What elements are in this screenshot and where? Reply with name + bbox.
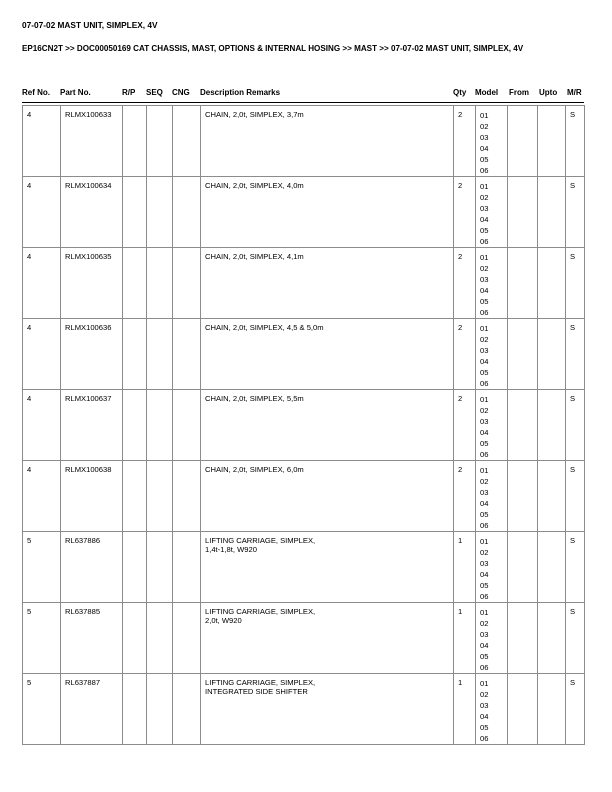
model-code: 05 [480,155,489,164]
header-from: From [509,88,529,97]
model-cell [476,461,508,532]
qty-cell: 2 [454,106,476,177]
model-code: 05 [480,652,489,661]
ref-no-cell: 5 [23,603,61,674]
model-code: 03 [480,559,489,568]
model-code: 03 [480,133,489,142]
description-line: CHAIN, 2,0t, SIMPLEX, 4,1m [205,252,304,261]
part-no-cell: RLMX100637 [61,390,123,461]
seq-cell [147,390,173,461]
model-code: 03 [480,701,489,710]
ref-no-cell: 4 [23,106,61,177]
upto-cell [538,532,566,603]
remarks-line: 2,0t, W920 [205,616,242,625]
rp-cell [123,177,147,248]
model-code: 06 [480,521,489,530]
model-cell [476,177,508,248]
seq-cell [147,319,173,390]
model-code: 02 [480,477,489,486]
ref-no-cell: 5 [23,674,61,745]
header-rp: R/P [122,88,136,97]
cng-cell [173,319,201,390]
table-row[interactable] [23,603,585,674]
model-code: 04 [480,357,489,366]
table-row[interactable] [23,248,585,319]
model-code: 02 [480,335,489,344]
mr-cell: S [566,177,585,248]
model-code: 04 [480,641,489,650]
description-line: CHAIN, 2,0t, SIMPLEX, 4,5 & 5,0m [205,323,324,332]
from-cell [508,603,538,674]
from-cell [508,461,538,532]
header-model: Model [475,88,499,97]
cng-cell [173,390,201,461]
model-cell [476,532,508,603]
remarks-line: 1,4t-1,8t, W920 [205,545,257,554]
model-code: 02 [480,264,489,273]
model-code: 02 [480,548,489,557]
model-code: 03 [480,204,489,213]
from-cell [508,319,538,390]
description-cell [201,106,454,177]
part-no-cell: RL637887 [61,674,123,745]
upto-cell [538,106,566,177]
model-cell [476,106,508,177]
ref-no-cell: 4 [23,390,61,461]
model-code: 03 [480,346,489,355]
from-cell [508,106,538,177]
from-cell [508,248,538,319]
mr-cell: S [566,461,585,532]
model-code: 01 [480,111,489,120]
cng-cell [173,248,201,319]
cng-cell [173,674,201,745]
description-cell [201,674,454,745]
description-cell [201,461,454,532]
model-cell [476,248,508,319]
rp-cell [123,532,147,603]
table-row[interactable] [23,177,585,248]
description-line: LIFTING CARRIAGE, SIMPLEX, [205,678,316,687]
description-line: LIFTING CARRIAGE, SIMPLEX, [205,607,316,616]
from-cell [508,177,538,248]
header-rule [22,102,584,103]
upto-cell [538,248,566,319]
header-description: Description Remarks [200,88,281,97]
rp-cell [123,248,147,319]
header-part-no: Part No. [60,88,91,97]
description-cell [201,532,454,603]
model-code: 05 [480,368,489,377]
upto-cell [538,674,566,745]
ref-no-cell: 5 [23,532,61,603]
rp-cell [123,603,147,674]
model-code: 06 [480,734,489,743]
model-cell [476,674,508,745]
part-no-cell: RLMX100636 [61,319,123,390]
qty-cell: 1 [454,532,476,603]
model-code: 01 [480,466,489,475]
model-code: 05 [480,297,489,306]
model-code: 06 [480,592,489,601]
model-cell [476,319,508,390]
header-cng: CNG [172,88,190,97]
model-code: 02 [480,193,489,202]
rp-cell [123,106,147,177]
header-seq: SEQ [146,88,163,97]
model-code: 02 [480,406,489,415]
model-code: 05 [480,581,489,590]
model-code: 04 [480,570,489,579]
upto-cell [538,390,566,461]
upto-cell [538,319,566,390]
qty-cell: 2 [454,390,476,461]
seq-cell [147,532,173,603]
header-ref-no: Ref No. [22,88,50,97]
qty-cell: 2 [454,319,476,390]
model-code: 01 [480,537,489,546]
model-code: 06 [480,663,489,672]
description-cell [201,603,454,674]
seq-cell [147,248,173,319]
model-code: 05 [480,510,489,519]
model-code: 04 [480,499,489,508]
part-no-cell: RL637885 [61,603,123,674]
breadcrumb: EP16CN2T >> DOC00050169 CAT CHASSIS, MAST, OPTIONS & INTERNAL HOSING >> MAST >> 07-07-02 MAST UNIT, SIMPLEX, 4V [22,44,524,53]
description-line: CHAIN, 2,0t, SIMPLEX, 4,0m [205,181,304,190]
model-code: 03 [480,417,489,426]
model-code: 06 [480,450,489,459]
model-code: 04 [480,428,489,437]
qty-cell: 2 [454,461,476,532]
model-cell [476,390,508,461]
cng-cell [173,461,201,532]
model-code: 01 [480,182,489,191]
header-mr: M/R [567,88,582,97]
table-row[interactable] [23,319,585,390]
part-no-cell: RLMX100634 [61,177,123,248]
rp-cell [123,390,147,461]
model-code: 05 [480,226,489,235]
cng-cell [173,532,201,603]
cng-cell [173,106,201,177]
parts-table [22,105,585,745]
rp-cell [123,319,147,390]
header-upto: Upto [539,88,558,97]
model-code: 04 [480,215,489,224]
model-code: 01 [480,608,489,617]
seq-cell [147,461,173,532]
part-no-cell: RL637886 [61,532,123,603]
seq-cell [147,106,173,177]
cng-cell [173,177,201,248]
rp-cell [123,461,147,532]
model-code: 02 [480,690,489,699]
model-code: 01 [480,679,489,688]
seq-cell [147,603,173,674]
table-row[interactable] [23,674,585,745]
model-code: 03 [480,275,489,284]
model-code: 01 [480,324,489,333]
model-code: 01 [480,395,489,404]
page-title: 07-07-02 MAST UNIT, SIMPLEX, 4V [22,20,158,30]
mr-cell: S [566,248,585,319]
model-code: 02 [480,122,489,131]
model-code: 04 [480,144,489,153]
cng-cell [173,603,201,674]
description-line: CHAIN, 2,0t, SIMPLEX, 5,5m [205,394,304,403]
model-code: 01 [480,253,489,262]
table-row[interactable] [23,106,585,177]
model-code: 03 [480,630,489,639]
part-no-cell: RLMX100638 [61,461,123,532]
qty-cell: 2 [454,248,476,319]
seq-cell [147,177,173,248]
table-row[interactable] [23,390,585,461]
model-code: 03 [480,488,489,497]
ref-no-cell: 4 [23,461,61,532]
model-code: 06 [480,237,489,246]
qty-cell: 1 [454,674,476,745]
description-line: CHAIN, 2,0t, SIMPLEX, 6,0m [205,465,304,474]
mr-cell: S [566,532,585,603]
from-cell [508,674,538,745]
model-code: 06 [480,308,489,317]
description-line: CHAIN, 2,0t, SIMPLEX, 3,7m [205,110,304,119]
mr-cell: S [566,603,585,674]
seq-cell [147,674,173,745]
part-no-cell: RLMX100635 [61,248,123,319]
parts-table-body [23,106,585,745]
header-qty: Qty [453,88,467,97]
ref-no-cell: 4 [23,319,61,390]
description-line: LIFTING CARRIAGE, SIMPLEX, [205,536,316,545]
model-code: 05 [480,439,489,448]
description-cell [201,319,454,390]
ref-no-cell: 4 [23,177,61,248]
from-cell [508,390,538,461]
description-cell [201,390,454,461]
model-cell [476,603,508,674]
rp-cell [123,674,147,745]
upto-cell [538,461,566,532]
upto-cell [538,603,566,674]
mr-cell: S [566,106,585,177]
description-cell [201,248,454,319]
mr-cell: S [566,390,585,461]
qty-cell: 2 [454,177,476,248]
column-headers [22,88,584,100]
remarks-line: INTEGRATED SIDE SHIFTER [205,687,308,696]
table-row[interactable] [23,532,585,603]
model-code: 06 [480,166,489,175]
mr-cell: S [566,319,585,390]
qty-cell: 1 [454,603,476,674]
upto-cell [538,177,566,248]
part-no-cell: RLMX100633 [61,106,123,177]
model-code: 02 [480,619,489,628]
model-code: 05 [480,723,489,732]
description-cell [201,177,454,248]
from-cell [508,532,538,603]
model-code: 04 [480,286,489,295]
table-row[interactable] [23,461,585,532]
model-code: 04 [480,712,489,721]
ref-no-cell: 4 [23,248,61,319]
model-code: 06 [480,379,489,388]
mr-cell: S [566,674,585,745]
